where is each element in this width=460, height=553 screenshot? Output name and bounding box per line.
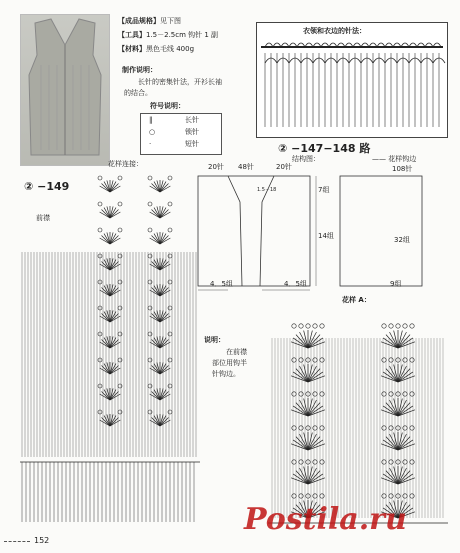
symbol-tr-label: 长针 bbox=[185, 116, 199, 124]
chain-loop bbox=[118, 202, 122, 206]
symbol-tr: ‖ bbox=[149, 116, 153, 124]
front-label: 前襟 bbox=[36, 214, 50, 222]
chain-loop bbox=[168, 358, 172, 362]
chain-loop bbox=[118, 332, 122, 336]
chain-loop bbox=[299, 426, 303, 430]
left-stitch-chart bbox=[20, 172, 200, 532]
chain-loop bbox=[118, 306, 122, 310]
section-right-title: ② −147−148 路 bbox=[278, 142, 371, 155]
chain-loop bbox=[382, 392, 386, 396]
dim-rows-a: 7组 bbox=[318, 186, 330, 194]
chain-loop bbox=[118, 280, 122, 284]
chain-loop bbox=[148, 332, 152, 336]
chain-loop bbox=[292, 392, 296, 396]
chain-loop bbox=[168, 228, 172, 232]
spec-material: 【材料】黑色毛线 400g bbox=[118, 45, 195, 53]
chain-loop bbox=[389, 358, 393, 362]
page-number: 152 bbox=[34, 536, 50, 545]
chain-loop bbox=[403, 358, 407, 362]
dim-mid: 1.5－18 bbox=[257, 187, 277, 193]
chain-loop bbox=[382, 426, 386, 430]
symbols-heading: 符号说明： bbox=[150, 102, 185, 110]
symbol-sc-label: 短针 bbox=[185, 140, 199, 148]
chain-loop bbox=[148, 202, 152, 206]
chain-loop bbox=[313, 392, 317, 396]
chain-loop bbox=[313, 494, 317, 498]
chain-loop bbox=[168, 254, 172, 258]
chain-loop bbox=[98, 176, 102, 180]
chain-loop bbox=[396, 324, 400, 328]
footer-rule bbox=[4, 541, 30, 542]
chain-loop bbox=[382, 460, 386, 464]
chain-loop bbox=[313, 460, 317, 464]
chain-loop bbox=[299, 494, 303, 498]
symbol-ch-label: 锁针 bbox=[185, 128, 199, 136]
chain-loop bbox=[299, 460, 303, 464]
dim-bottom-mid: 4．5组 bbox=[284, 280, 307, 288]
note-line1: 在前襟 bbox=[226, 348, 247, 356]
note-heading: 说明： bbox=[204, 336, 225, 344]
chain-loop bbox=[148, 306, 152, 310]
chain-loop bbox=[118, 384, 122, 388]
chain-loop bbox=[382, 324, 386, 328]
dim-bottom-right: 9组 bbox=[390, 280, 402, 288]
instructions-line2: 的结合。 bbox=[124, 89, 152, 97]
structure-label: 结构图： bbox=[292, 155, 320, 163]
chain-loop bbox=[410, 358, 414, 362]
dim-top-mid: 48针 bbox=[238, 163, 254, 171]
pattern-link-label: 花样连接： bbox=[108, 160, 143, 168]
chain-loop bbox=[403, 460, 407, 464]
chain-loop bbox=[292, 358, 296, 362]
chain-loop bbox=[299, 324, 303, 328]
chain-loop bbox=[389, 324, 393, 328]
chain-loop bbox=[118, 410, 122, 414]
chain-loop bbox=[299, 392, 303, 396]
symbol-sc: · bbox=[149, 140, 152, 148]
chain-loop bbox=[313, 324, 317, 328]
chain-loop bbox=[403, 426, 407, 430]
dim-top-right: 20针 bbox=[276, 163, 292, 171]
chain-loop bbox=[168, 306, 172, 310]
dim-rows-c: 32组 bbox=[394, 236, 410, 244]
chain-loop bbox=[410, 460, 414, 464]
chain-loop bbox=[168, 280, 172, 284]
dim-bottom-left: 4．5组 bbox=[210, 280, 233, 288]
dim-rows-b: 14组 bbox=[318, 232, 334, 240]
chain-loop bbox=[118, 176, 122, 180]
chain-loop bbox=[148, 254, 152, 258]
chain-loop bbox=[410, 324, 414, 328]
section-left-title: ② −149 bbox=[24, 180, 70, 193]
chain-loop bbox=[389, 392, 393, 396]
chain-loop bbox=[148, 358, 152, 362]
chain-loop bbox=[320, 426, 324, 430]
chain-loop bbox=[292, 460, 296, 464]
edge-title: 衣领和衣边的针法： bbox=[303, 27, 366, 35]
pattern-a-label: 花样 A： bbox=[342, 296, 371, 304]
chain-loop bbox=[118, 228, 122, 232]
chain-loop bbox=[320, 460, 324, 464]
instructions-heading: 制作说明： bbox=[122, 66, 157, 74]
chain-loop bbox=[313, 358, 317, 362]
chain-loop bbox=[292, 324, 296, 328]
chain-loop bbox=[403, 324, 407, 328]
chain-loop bbox=[382, 358, 386, 362]
chain-loop bbox=[118, 254, 122, 258]
symbol-ch: ○ bbox=[149, 128, 156, 136]
chain-loop bbox=[292, 426, 296, 430]
watermark-logo: Postila.ru bbox=[244, 502, 407, 537]
chain-loop bbox=[118, 358, 122, 362]
chain-loop bbox=[320, 324, 324, 328]
chain-loop bbox=[98, 202, 102, 206]
chain-loop bbox=[148, 384, 152, 388]
chain-loop bbox=[410, 426, 414, 430]
instructions-line1: 长针的密集针法，开衫长袖 bbox=[138, 78, 222, 86]
note-line3: 针钩边。 bbox=[212, 370, 240, 378]
dim-top-left: 20针 bbox=[208, 163, 224, 171]
chain-loop bbox=[148, 176, 152, 180]
spec-tools: 【工具】1.5－2.5cm 钩针 1 副 bbox=[118, 31, 219, 39]
chain-loop bbox=[410, 494, 414, 498]
chain-loop bbox=[98, 228, 102, 232]
chain-loop bbox=[389, 426, 393, 430]
chain-loop bbox=[168, 410, 172, 414]
chain-loop bbox=[292, 494, 296, 498]
chain-loop bbox=[382, 494, 386, 498]
chain-loop bbox=[389, 460, 393, 464]
spec-size: 【成品规格】见下图 bbox=[118, 17, 181, 25]
chain-loop bbox=[403, 494, 407, 498]
chain-loop bbox=[410, 392, 414, 396]
chain-loop bbox=[299, 358, 303, 362]
chain-loop bbox=[320, 358, 324, 362]
chain-loop bbox=[168, 176, 172, 180]
chain-loop bbox=[148, 228, 152, 232]
chain-loop bbox=[313, 426, 317, 430]
chain-loop bbox=[168, 384, 172, 388]
note-line2: 部位用钩半 bbox=[212, 359, 247, 367]
chain-loop bbox=[148, 280, 152, 284]
stitch-count: 108针 bbox=[392, 165, 413, 173]
chain-loop bbox=[403, 392, 407, 396]
chain-loop bbox=[168, 332, 172, 336]
chain-loop bbox=[320, 494, 324, 498]
chain-loop bbox=[148, 410, 152, 414]
chain-loop bbox=[168, 202, 172, 206]
chain-loop bbox=[389, 494, 393, 498]
chain-loop bbox=[320, 392, 324, 396]
legend-edging: —— 花样钩边 bbox=[372, 155, 417, 163]
chain-loop bbox=[306, 324, 310, 328]
